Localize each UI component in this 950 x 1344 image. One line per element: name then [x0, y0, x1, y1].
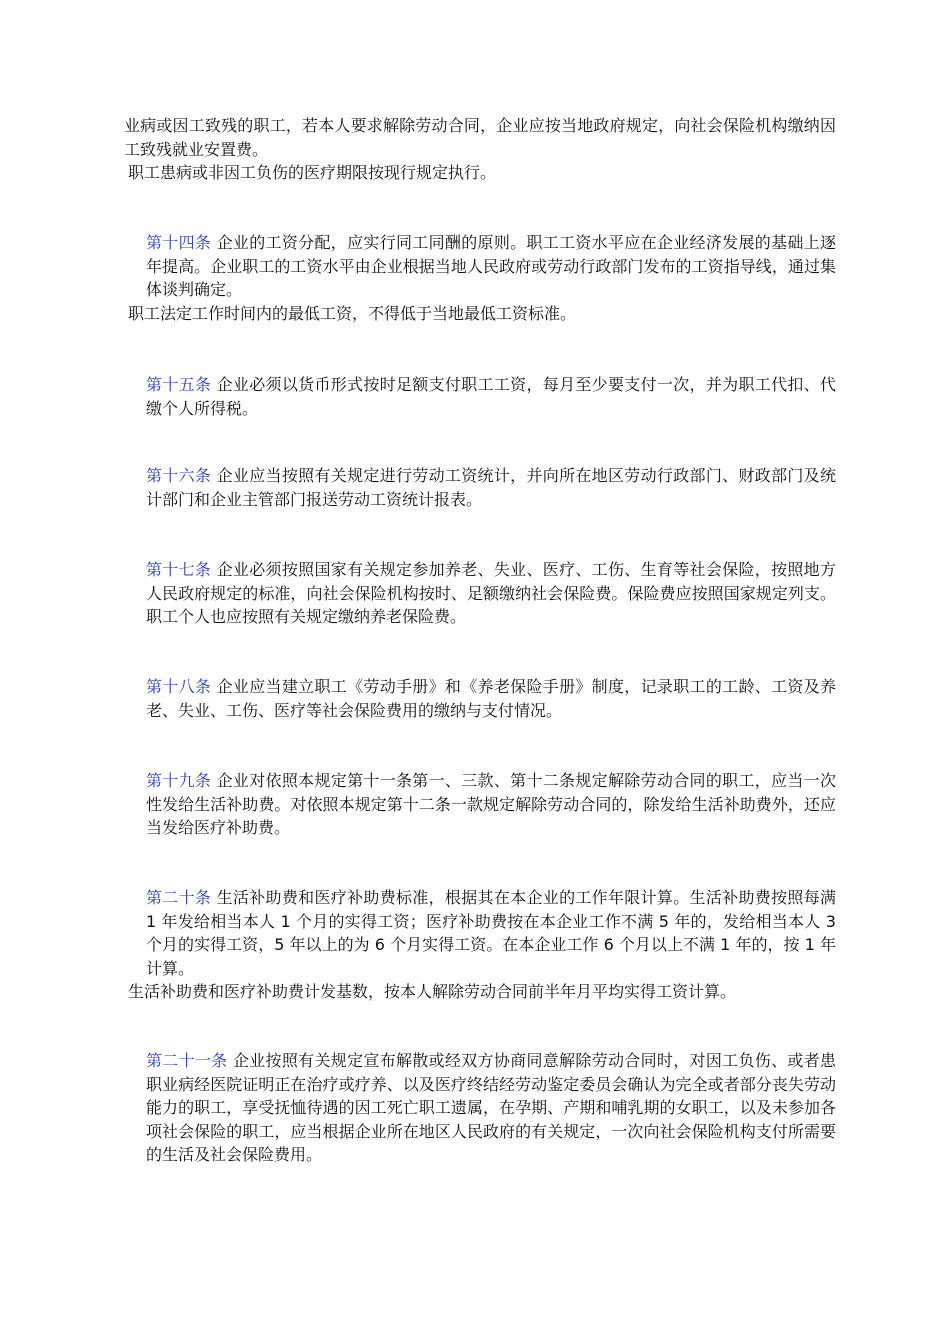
- article-text: 企业对依照本规定第十一条第一、三款、第十二条规定解除劳动合同的职工，应当一次性发给生活补助费。对依照本规定第十二条一款规定解除劳动合同的，除发给生活补助费外，还应当发给医疗补助费。: [146, 771, 836, 837]
- article-text: 企业按照有关规定宣布解散或经双方协商同意解除劳动合同时，对因工负伤、或者患职业病经医院证明正在治疗或疗养、以及医疗终结经劳动鉴定委员会确认为完全或者部分丧失劳动能力的职工，享受抚恤待遇的因工死亡职工遗属，在孕期、产期和哺乳期的女职工，以及未参加各项社会保险的职工，应当根据企业所在地区人民政府的有关规定，一次向社会保险机构支付所需要的生活及社会保险费用。: [146, 1051, 836, 1164]
- article-body: [124, 373, 836, 420]
- article-18: [124, 675, 836, 722]
- article-17: [124, 558, 836, 629]
- paragraph-continuation: [124, 114, 836, 185]
- article-body: [124, 675, 836, 722]
- article-body: [124, 769, 836, 840]
- article-body: [124, 558, 836, 629]
- article-number: 第十八条: [146, 677, 212, 696]
- article-number: 第十七条: [146, 560, 212, 579]
- article-body: [124, 464, 836, 511]
- article-number: 第十九条: [146, 771, 212, 790]
- article-number: 第十五条: [146, 375, 212, 394]
- paragraph-subclause: 职工患病或非因工负伤的医疗期限按现行规定执行。: [128, 163, 497, 182]
- article-number: 第二十一条: [146, 1051, 228, 1070]
- article-text: 企业必须按照国家有关规定参加养老、失业、医疗、工伤、生育等社会保险，按照地方人民政府规定的标准，向社会保险机构按时、足额缴纳社会保险费。保险费应按照国家规定列支。职工个人也应按照有关规定缴纳养老保险费。: [146, 560, 836, 626]
- article-14: [124, 231, 836, 325]
- article-body: [124, 886, 836, 980]
- article-subclause: 职工法定工作时间内的最低工资，不得低于当地最低工资标准。: [128, 303, 577, 323]
- article-number: 第十四条: [146, 233, 212, 252]
- article-text: 企业应当按照有关规定进行劳动工资统计，并向所在地区劳动行政部门、财政部门及统计部门和企业主管部门报送劳动工资统计报表。: [146, 466, 836, 509]
- article-text: 生活补助费和医疗补助费标准，根据其在本企业的工作年限计算。生活补助费按照每满 1 年发给相当本人 1 个月的实得工资；医疗补助费按在本企业工作不满 5 年的，发给相当本人 3 个月的实得工资，5 年以上的为 6 个月实得工资。在本企业工作 6 个月以上不满 1 年的，按 1 年计算。: [146, 888, 836, 978]
- article-body: [124, 231, 836, 302]
- article-body: [124, 1049, 836, 1167]
- article-text: 企业必须以货币形式按时足额支付职工工资，每月至少要支付一次，并为职工代扣、代缴个人所得税。: [146, 375, 836, 418]
- article-number: 第十六条: [146, 466, 212, 485]
- article-19: [124, 769, 836, 840]
- article-15: [124, 373, 836, 420]
- article-text: 企业的工资分配，应实行同工同酬的原则。职工工资水平应在企业经济发展的基础上逐年提高。企业职工的工资水平由企业根据当地人民政府或劳动行政部门发布的工资指导线，通过集体谈判确定。: [146, 233, 836, 299]
- article-16: [124, 464, 836, 511]
- article-subclause: 生活补助费和医疗补助费计发基数，按本人解除劳动合同前半年月平均实得工资计算。: [128, 982, 737, 1001]
- paragraph-text: 业病或因工致残的职工，若本人要求解除劳动合同，企业应按当地政府规定，向社会保险机构缴纳因工致残就业安置费。: [124, 116, 836, 159]
- article-20: [124, 886, 836, 1004]
- article-text: 企业应当建立职工《劳动手册》和《养老保险手册》制度，记录职工的工龄、工资及养老、失业、工伤、医疗等社会保险费用的缴纳与支付情况。: [146, 677, 836, 720]
- article-number: 第二十条: [146, 888, 212, 907]
- article-21: [124, 1049, 836, 1167]
